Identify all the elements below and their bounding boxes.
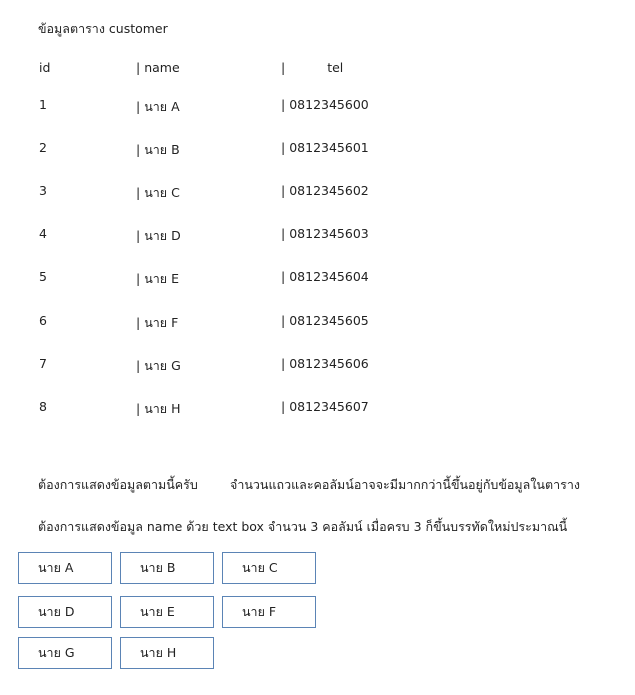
cell-tel <box>281 226 369 241</box>
cell-tel <box>281 140 369 155</box>
cell-id: 7 <box>39 356 47 371</box>
cell-name-value: นาย A <box>144 99 180 114</box>
cell-tel-value: 0812345605 <box>289 313 369 328</box>
cell-name-value: นาย B <box>144 142 180 157</box>
column-separator: | <box>136 185 141 200</box>
cell-name <box>136 269 179 289</box>
cell-id: 8 <box>39 399 47 414</box>
header-name <box>136 60 180 75</box>
cell-id: 3 <box>39 183 47 198</box>
requirement-detail: ต้องการแสดงข้อมูล name ด้วย text box จำนวน 3 คอลัมน์ เมื่อครบ 3 ก็ขึ้นบรรทัดใหม่ประมาณนี้ <box>38 519 568 534</box>
header-tel <box>281 60 343 75</box>
cell-tel-value: 0812345607 <box>289 399 369 414</box>
cell-name <box>136 226 181 246</box>
column-separator: | <box>136 142 141 157</box>
cell-tel <box>281 97 369 112</box>
cell-tel <box>281 269 369 284</box>
cell-name-value: นาย G <box>144 358 181 373</box>
cell-tel-value: 0812345602 <box>289 183 369 198</box>
table-title: ข้อมูลตาราง customer <box>38 21 168 36</box>
cell-id: 5 <box>39 269 47 284</box>
column-separator: | <box>136 99 141 114</box>
name-text-box[interactable]: นาย D <box>18 596 112 628</box>
name-text-box[interactable]: นาย E <box>120 596 214 628</box>
requirement-text: ต้องการแสดงข้อมูลตามนี้ครับ <box>38 477 198 492</box>
cell-name <box>136 140 180 160</box>
column-separator: | <box>281 183 286 198</box>
cell-tel-value: 0812345601 <box>289 140 369 155</box>
cell-tel-value: 0812345606 <box>289 356 369 371</box>
cell-name <box>136 183 180 203</box>
cell-name <box>136 97 180 117</box>
cell-tel-value: 0812345604 <box>289 269 369 284</box>
cell-tel <box>281 183 369 198</box>
column-separator: | <box>281 226 286 241</box>
header-tel-label: tel <box>327 60 344 75</box>
column-separator: | <box>281 60 286 75</box>
name-text-box[interactable]: นาย H <box>120 637 214 669</box>
name-text-box[interactable]: นาย C <box>222 552 316 584</box>
column-separator: | <box>281 356 286 371</box>
name-text-box[interactable]: นาย G <box>18 637 112 669</box>
cell-name-value: นาย H <box>144 401 181 416</box>
header-name-label: name <box>144 60 180 75</box>
name-text-box[interactable]: นาย B <box>120 552 214 584</box>
cell-name <box>136 356 181 376</box>
column-separator: | <box>136 228 141 243</box>
column-separator: | <box>281 140 286 155</box>
cell-name-value: นาย C <box>144 185 180 200</box>
cell-name-value: นาย D <box>144 228 181 243</box>
cell-tel-value: 0812345603 <box>289 226 369 241</box>
column-separator: | <box>136 401 141 416</box>
column-separator: | <box>281 269 286 284</box>
cell-tel <box>281 313 369 328</box>
column-separator: | <box>281 97 286 112</box>
name-text-box[interactable]: นาย A <box>18 552 112 584</box>
cell-name-value: นาย F <box>144 315 179 330</box>
cell-id: 6 <box>39 313 47 328</box>
cell-name <box>136 313 178 333</box>
requirement-note: จำนวนแถวและคอลัมน์อาจจะมีมากกว่านี้ขึ้นอยู่กับข้อมูลในตาราง <box>230 477 580 492</box>
column-separator: | <box>281 399 286 414</box>
cell-name <box>136 399 180 419</box>
header-id: id <box>39 60 51 75</box>
cell-id: 4 <box>39 226 47 241</box>
column-separator: | <box>281 313 286 328</box>
name-text-box[interactable]: นาย F <box>222 596 316 628</box>
column-separator: | <box>136 60 141 75</box>
cell-tel-value: 0812345600 <box>289 97 369 112</box>
column-separator: | <box>136 358 141 373</box>
cell-tel <box>281 356 369 371</box>
cell-id: 2 <box>39 140 47 155</box>
column-separator: | <box>136 271 141 286</box>
column-separator: | <box>136 315 141 330</box>
cell-tel <box>281 399 369 414</box>
cell-id: 1 <box>39 97 47 112</box>
cell-name-value: นาย E <box>144 271 179 286</box>
